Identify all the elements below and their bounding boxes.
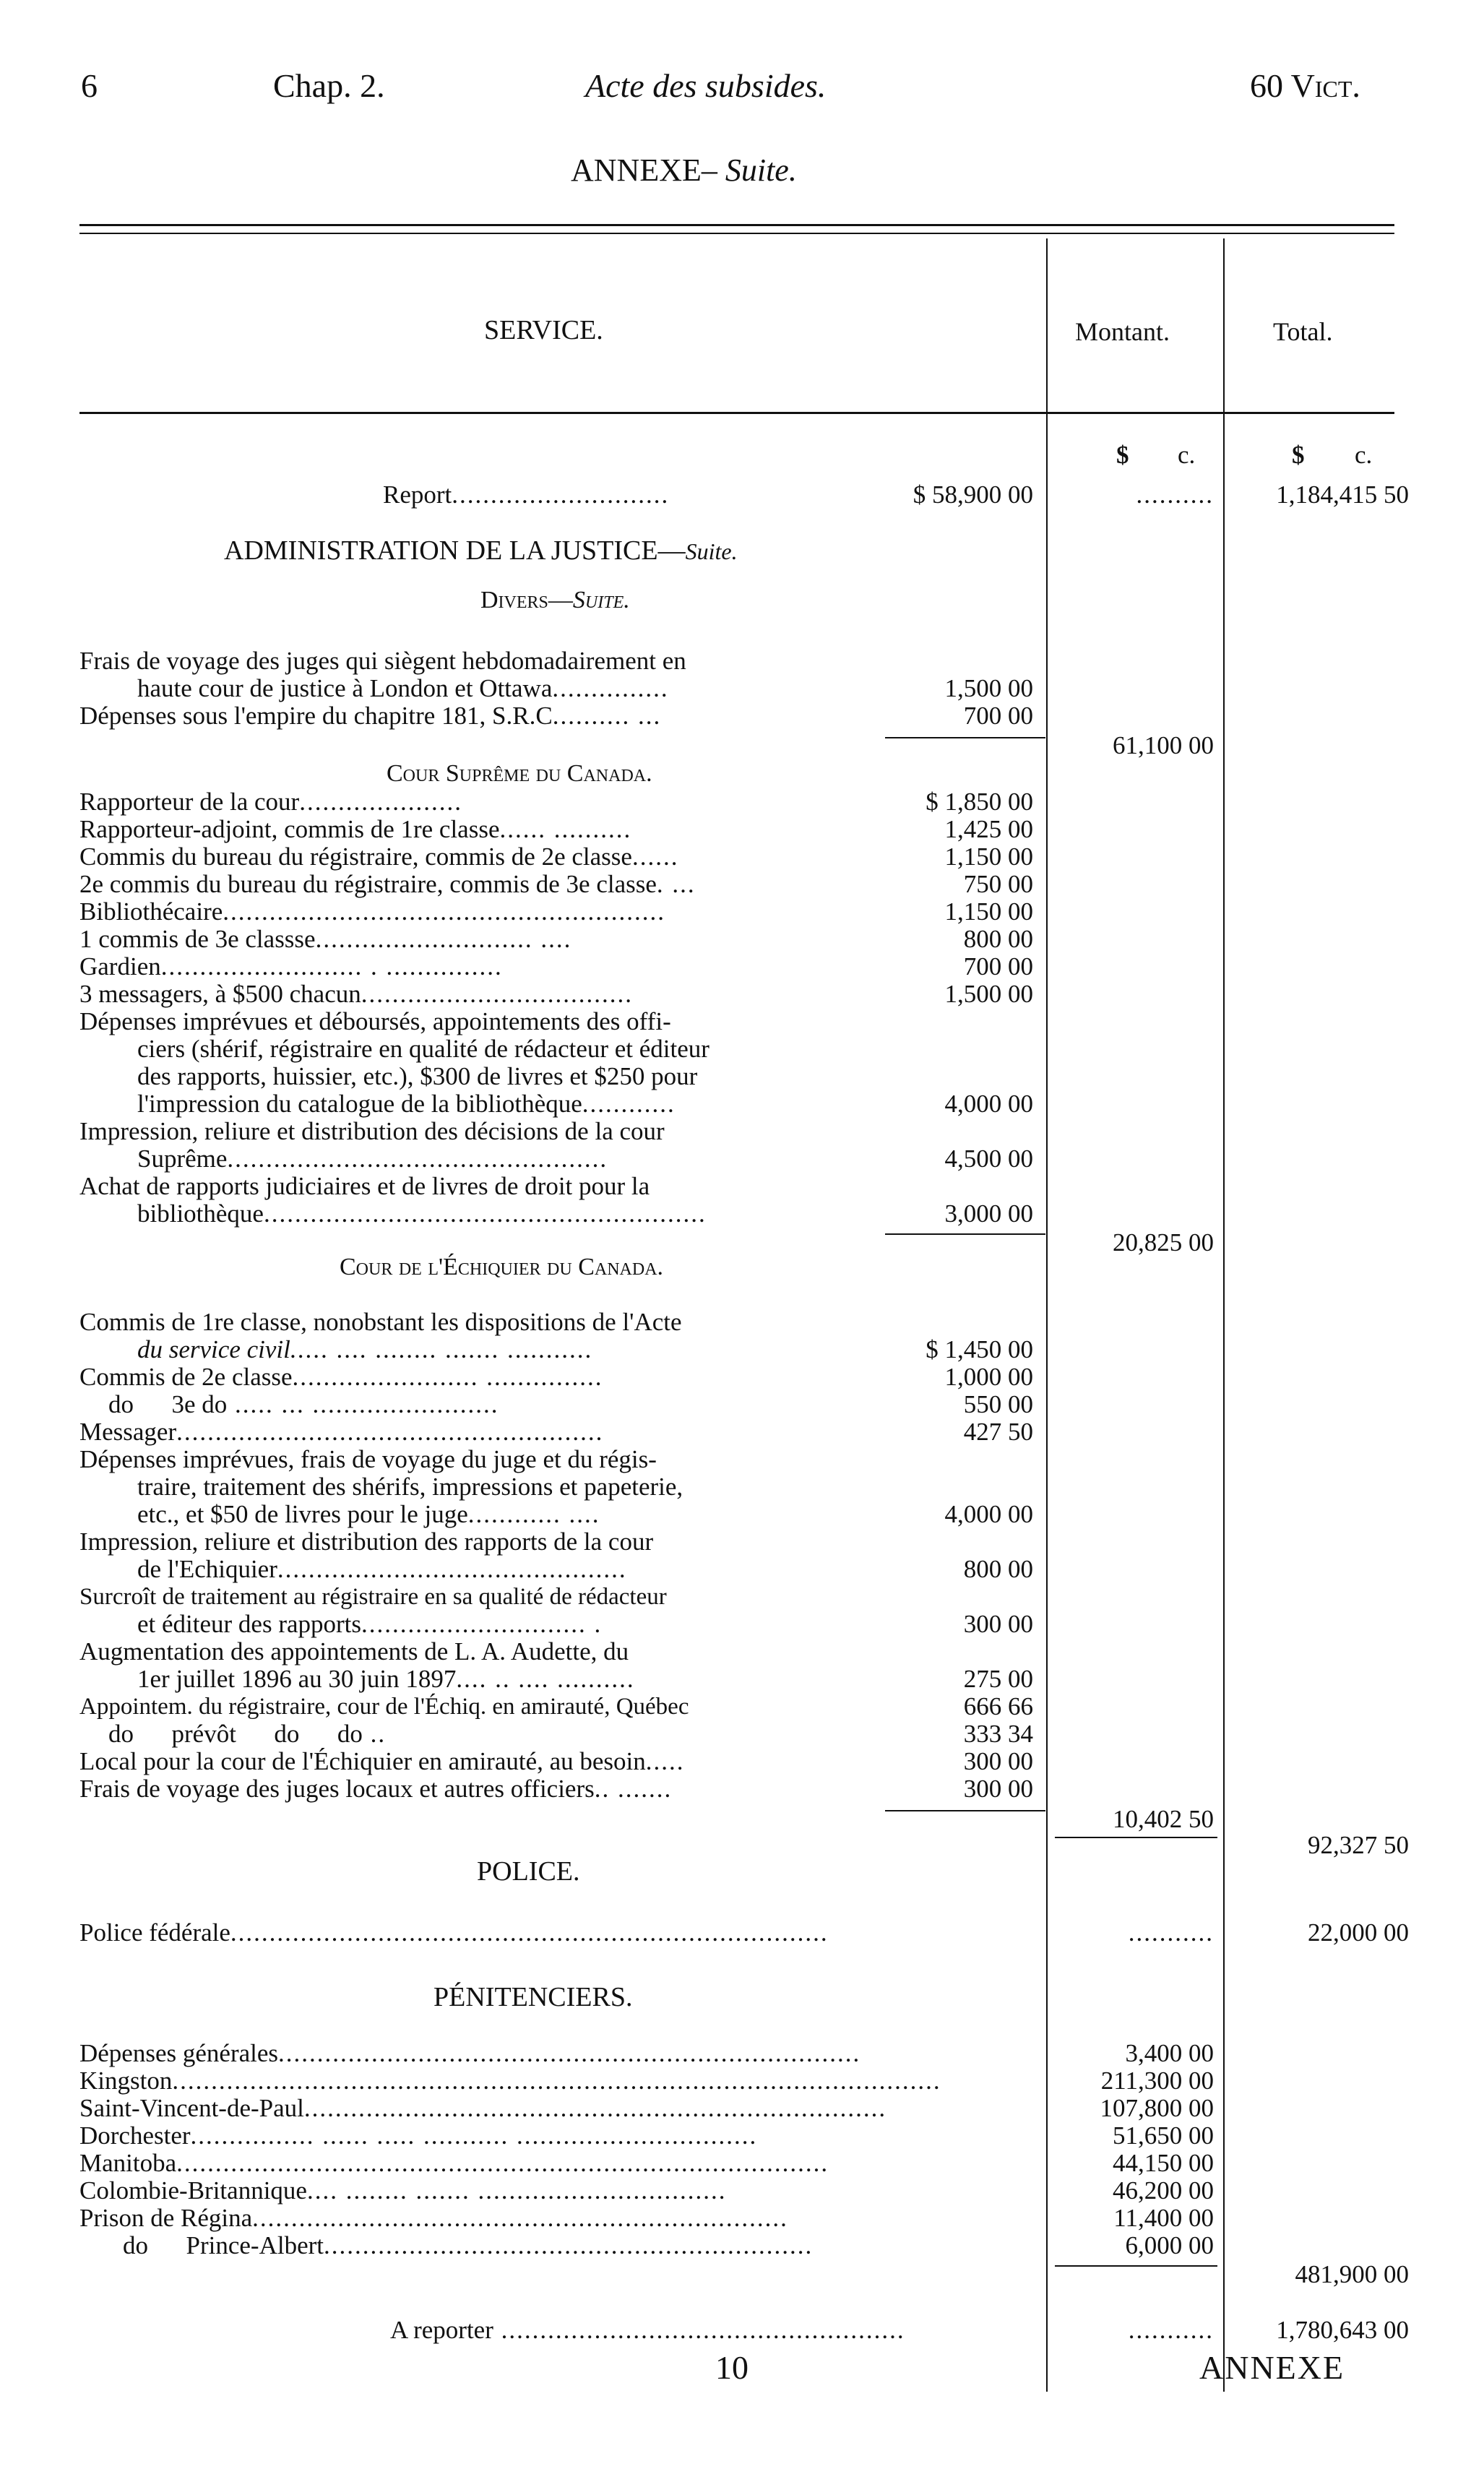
- cs-long-amount-3: 3,000 00: [944, 1199, 1033, 1228]
- cs-long-amount-2: 4,500 00: [944, 1145, 1033, 1173]
- pen-row-1: Dépenses générales...........................................................................: [79, 2039, 861, 2067]
- ech-amount-5: 4,000 00: [944, 1500, 1033, 1528]
- admin-justice-heading: ADMINISTRATION DE LA JUSTICE—Suite.: [224, 535, 738, 566]
- cs-row-1: Rapporteur de la cour.....................: [79, 788, 462, 816]
- ech-row-5c: etc., et $50 de livres pour le juge............ ....: [137, 1500, 600, 1528]
- montant-cents: c.: [1178, 441, 1196, 469]
- ech-amount-3: 550 00: [963, 1390, 1033, 1418]
- annex-label: ANNEXE–: [571, 152, 717, 188]
- pen-amount-1: 3,400 00: [1125, 2039, 1214, 2067]
- cs-amount-6: 800 00: [963, 925, 1033, 953]
- cs-long-1d: l'impression du catalogue de la bibliothèque............: [137, 1090, 676, 1118]
- montant-column-header: Montant.: [1075, 317, 1170, 346]
- cs-amount-1: $ 1,850 00: [926, 788, 1033, 816]
- cs-long-1a: Dépenses imprévues et déboursés, appointements des offi-: [79, 1007, 671, 1035]
- pen-amount-8: 6,000 00: [1125, 2231, 1214, 2259]
- cs-amount-3: 1,150 00: [944, 843, 1033, 871]
- cs-row-7: Gardien.......................... . ...............: [79, 952, 503, 981]
- cs-long-1b: ciers (shérif, régistraire en qualité de rédacteur et éditeur: [137, 1035, 709, 1063]
- report-leader: ..........: [1136, 481, 1214, 509]
- ech-amount-4: 427 50: [963, 1418, 1033, 1446]
- catchword: ANNEXE: [1199, 2349, 1345, 2386]
- ech-row-6a: Impression, reliure et distribution des rapports de la cour: [79, 1527, 654, 1556]
- ech-row-11: Local pour la cour de l'Échiquier en amirauté, au besoin.....: [79, 1747, 685, 1775]
- echiquier-heading: Cour de l'Échiquier du Canada.: [340, 1254, 664, 1280]
- column-rule-2: [1223, 238, 1225, 2392]
- police-total: 22,000 00: [1308, 1918, 1409, 1947]
- cs-long-1c: des rapports, huissier, etc.), $300 de livres et $250 pour: [137, 1062, 698, 1090]
- montant-dollar: $: [1116, 441, 1129, 469]
- a-reporter-leader: ...........: [1128, 2316, 1214, 2344]
- cs-sum-rule: [885, 1233, 1045, 1235]
- ech-row-10: do prévôt do do ..: [108, 1720, 387, 1748]
- cs-amount-4: 750 00: [963, 870, 1033, 898]
- report-total: 1,184,415 50: [1276, 481, 1409, 509]
- divers-row-2: Dépenses sous l'empire du chapitre 181, S.R.C.......... ...: [79, 702, 662, 730]
- annex-suite: Suite.: [725, 152, 797, 188]
- top-rule-1: [79, 224, 1394, 226]
- chapter-label: Chap. 2.: [273, 67, 385, 104]
- signature-mark: 10: [715, 2349, 749, 2386]
- top-rule-2: [79, 233, 1394, 234]
- pen-amount-5: 44,150 00: [1113, 2149, 1214, 2177]
- divers-sum-rule: [885, 737, 1045, 738]
- ech-row-7b: et éditeur des rapports............................. .: [137, 1610, 603, 1638]
- admin-total: 92,327 50: [1308, 1831, 1409, 1859]
- pen-amount-6: 46,200 00: [1113, 2176, 1214, 2205]
- pen-amount-3: 107,800 00: [1100, 2094, 1214, 2122]
- pen-row-2: Kingston...................................................................................................: [79, 2067, 941, 2095]
- cs-long-amount-1: 4,000 00: [944, 1090, 1033, 1118]
- pen-sum-rule: [1055, 2265, 1217, 2267]
- ech-row-6b: de l'Echiquier.............................................: [137, 1555, 627, 1583]
- cs-row-8: 3 messagers, à $500 chacun...................................: [79, 980, 633, 1008]
- penitenciers-heading: PÉNITENCIERS.: [433, 1982, 633, 2012]
- ech-row-2: Commis de 2e classe........................ ...............: [79, 1363, 603, 1391]
- echiquier-total: 10,402 50: [1113, 1805, 1214, 1833]
- header-rule: [79, 412, 1394, 414]
- ech-sum-rule: [885, 1810, 1045, 1811]
- a-reporter-total: 1,780,643 00: [1276, 2316, 1409, 2344]
- pen-amount-2: 211,300 00: [1100, 2067, 1214, 2095]
- pen-row-7: Prison de Régina.....................................................................: [79, 2204, 788, 2232]
- pen-amount-7: 11,400 00: [1113, 2204, 1214, 2232]
- column-rule-1: [1046, 238, 1048, 2392]
- report-label: Report: [383, 481, 452, 509]
- ech-row-9: Appointem. du régistraire, cour de l'Échiq. en amirauté, Québec: [79, 1694, 689, 1720]
- cs-long-3b: bibliothèque.........................................................: [137, 1199, 707, 1228]
- report-amount: $ 58,900 00: [913, 481, 1033, 509]
- total-column-header: Total.: [1273, 317, 1333, 346]
- divers-row-1b: haute cour de justice à London et Ottawa...............: [137, 674, 669, 702]
- police-heading: POLICE.: [477, 1856, 580, 1887]
- ech-amount-11: 300 00: [963, 1747, 1033, 1775]
- ech-row-12: Frais de voyage des juges locaux et autres officiers.. .......: [79, 1775, 673, 1803]
- divers-amount-1: 1,500 00: [944, 674, 1033, 702]
- annex-heading: [571, 152, 797, 189]
- pen-row-6: Colombie-Britannique.... ........ ....... ................................: [79, 2176, 727, 2205]
- divers-amount-2: 700 00: [963, 702, 1033, 730]
- ech-amount-1: $ 1,450 00: [926, 1335, 1033, 1363]
- pen-amount-4: 51,650 00: [1113, 2121, 1214, 2150]
- cs-long-3a: Achat de rapports judiciaires et de livres de droit pour la: [79, 1172, 650, 1200]
- cs-amount-7: 700 00: [963, 952, 1033, 981]
- cour-supreme-total: 20,825 00: [1113, 1228, 1214, 1257]
- divers-heading: Divers—Suite.: [480, 587, 630, 613]
- ech-row-1a: Commis de 1re classe, nonobstant les dispositions de l'Acte: [79, 1308, 682, 1336]
- cs-amount-8: 1,500 00: [944, 980, 1033, 1008]
- police-row: Police fédérale.............................................................................: [79, 1918, 829, 1947]
- cs-amount-2: 1,425 00: [944, 815, 1033, 843]
- ech-amount-12: 300 00: [963, 1775, 1033, 1803]
- ech-row-1b: du service civil..... .... ........ ....... ...........: [137, 1335, 594, 1363]
- cs-long-2a: Impression, reliure et distribution des décisions de la cour: [79, 1117, 665, 1145]
- pen-row-3: Saint-Vincent-de-Paul...........................................................................: [79, 2094, 887, 2122]
- cs-row-4: 2e commis du bureau du régistraire, commis de 3e classe. ...: [79, 870, 696, 898]
- divers-row-1a: Frais de voyage des juges qui siègent hebdomadairement en: [79, 647, 686, 675]
- cs-row-5: Bibliothécaire.........................................................: [79, 897, 666, 926]
- pen-row-5: Manitoba....................................................................................: [79, 2149, 829, 2177]
- cs-row-6: 1 commis de 3e classse............................ ....: [79, 925, 572, 953]
- ech-row-5a: Dépenses imprévues, frais de voyage du juge et du régis-: [79, 1445, 657, 1473]
- ech-amount-7: 300 00: [963, 1610, 1033, 1638]
- total-cents: c.: [1355, 441, 1373, 469]
- divers-total: 61,100 00: [1113, 731, 1214, 759]
- ech-amount-6: 800 00: [963, 1555, 1033, 1583]
- service-column-header: SERVICE.: [484, 315, 603, 345]
- page-title: Acte des subsides.: [585, 67, 827, 104]
- cs-amount-5: 1,150 00: [944, 897, 1033, 926]
- cs-row-3: Commis du bureau du régistraire, commis de 2e classe......: [79, 843, 679, 871]
- cour-supreme-heading: Cour Suprême du Canada.: [387, 760, 652, 787]
- regnal-year: 60 Vict.: [1250, 67, 1360, 104]
- cs-row-2: Rapporteur-adjoint, commis de 1re classe...... ..........: [79, 815, 632, 843]
- police-leader: ...........: [1128, 1918, 1214, 1947]
- page-number: 6: [81, 67, 98, 104]
- a-reporter-row: A reporter ....................................................: [390, 2316, 905, 2344]
- total-dollar: $: [1292, 441, 1305, 469]
- ech-row-5b: traire, traitement des shérifs, impressions et papeterie,: [137, 1473, 683, 1501]
- pen-row-8: do Prince-Albert...............................................................: [123, 2231, 814, 2259]
- ech-amount-8: 275 00: [963, 1665, 1033, 1693]
- cs-long-2b: Suprême.................................................: [137, 1145, 608, 1173]
- pen-row-4: Dorchester................ ...... ..... ........... ...............................: [79, 2121, 758, 2150]
- admin-sum-rule: [1055, 1837, 1217, 1838]
- ech-row-4: Messager.......................................................: [79, 1418, 604, 1446]
- ech-row-3: do 3e do ..... ... ........................: [108, 1390, 499, 1418]
- ech-row-8a: Augmentation des appointements de L. A. Audette, du: [79, 1637, 629, 1666]
- ech-amount-9: 666 66: [963, 1692, 1033, 1720]
- ech-row-7a: Surcroît de traitement au régistraire en sa qualité de rédacteur: [79, 1584, 667, 1610]
- ech-amount-2: 1,000 00: [944, 1363, 1033, 1391]
- ech-row-8b: 1er juillet 1896 au 30 juin 1897.... .. .... ..........: [137, 1665, 635, 1693]
- penitenciers-total: 481,900 00: [1295, 2260, 1409, 2288]
- report-row: Report............................: [383, 481, 670, 509]
- ech-amount-10: 333 34: [963, 1720, 1033, 1748]
